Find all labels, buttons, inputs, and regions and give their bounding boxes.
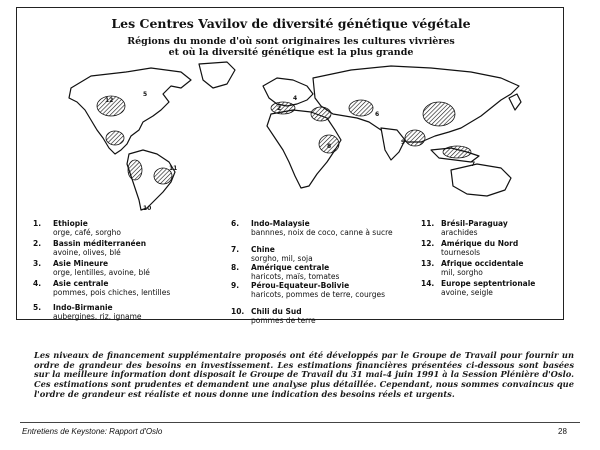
legend-crops: tournesols [441, 248, 481, 257]
legend-crops: avoine, seigle [441, 288, 493, 297]
legend-region: Bassin méditerranéen [53, 239, 147, 248]
legend-region: Indo-Malaysie [251, 219, 310, 228]
legend-number: 2. [33, 239, 42, 248]
legend-region: Indo-Birmanie [53, 303, 113, 312]
map-label: 11 [169, 165, 178, 172]
legend-region: Europe septentrionale [441, 279, 536, 288]
legend-region: Pérou-Equateur-Bolivie [251, 281, 350, 290]
world-map [31, 58, 551, 216]
map-label: 4 [293, 95, 298, 102]
region-central-asia [349, 100, 373, 116]
figure-subtitle [17, 36, 565, 58]
figure-frame [16, 7, 564, 325]
map-label: 5 [143, 91, 148, 98]
region-china [423, 102, 455, 126]
body-paragraph: Les niveaux de financement supplémentaire proposés ont été développés par le Groupe de Travail pour fournir un ordre de grandeur des besoins en investissement. Les estimations financières présentées ci-dessous sont basées sur la meilleure information dont disposait le Groupe de Travail du 31 mai-4 juin 1991 à la Session Plénière d'Oslo. Ces estimations sont prudentes et demandent une analyse plus détaillée. Cependant, nous sommes convaincus que l'ordre de grandeur est réaliste et nous donne une indication des besoins réels et urgents. [34, 350, 574, 399]
legend-region: Afrique occidentale [441, 259, 524, 268]
region-peru [128, 160, 142, 180]
greenland-outline [199, 62, 235, 88]
legend-region: Chili du Sud [251, 307, 302, 316]
map-label: 10 [143, 205, 152, 212]
legend-crops: avoine, olives, blé [53, 248, 121, 257]
footer-divider [20, 422, 580, 423]
region-asia-minor [311, 107, 331, 121]
legend-crops: haricots, maïs, tomates [251, 272, 340, 281]
legend-crops: mil, sorgho [441, 268, 483, 277]
region-mediterranean [271, 102, 295, 114]
legend-number: 9. [231, 281, 240, 290]
footer-report-title: Entretiens de Keystone: Rapport d'Oslo [22, 427, 163, 436]
legend-crops: bannnes, noix de coco, canne à sucre [251, 228, 393, 237]
legend-region: Asie centrale [53, 279, 109, 288]
legend-number: 5. [33, 303, 42, 312]
map-label: 6 [375, 111, 380, 118]
legend-region: Brésil-Paraguay [441, 219, 508, 228]
map-label: 9 [401, 139, 406, 146]
legend-crops: orge, lentilles, avoine, blé [53, 268, 150, 277]
map-label: 7 [471, 161, 476, 168]
legend-number: 10. [231, 307, 245, 316]
legend-number: 3. [33, 259, 42, 268]
legend-crops: arachides [441, 228, 478, 237]
legend-region: Ethiopie [53, 219, 88, 228]
australia-outline [451, 164, 511, 196]
legend-region: Amérique du Nord [441, 239, 519, 248]
legend-crops: pommes, pois chiches, lentilles [53, 288, 171, 297]
legend-number: 4. [33, 279, 42, 288]
region-indo-malaysia [443, 146, 471, 158]
subtitle-line-1: Régions du monde d'où sont originaires les cultures vivrières [127, 36, 455, 47]
legend-number: 1. [33, 219, 42, 228]
subtitle-line-2: et où la diversité génétique est la plus grande [168, 47, 414, 58]
legend-crops: pommes de terre [251, 316, 316, 325]
legend-region: Chine [251, 245, 275, 254]
legend-region: Asie Mineure [53, 259, 109, 268]
legend-crops: sorgho, mil, soja [251, 254, 313, 263]
map-label: 8 [327, 143, 332, 150]
legend-number: 11. [421, 219, 435, 228]
europe-outline [263, 78, 313, 106]
legend-number: 6. [231, 219, 240, 228]
legend-region: Amérique centrale [251, 263, 330, 272]
map-label: 12 [105, 97, 114, 104]
legend-number: 7. [231, 245, 240, 254]
japan-outline [509, 94, 521, 110]
legend-number: 14. [421, 279, 435, 288]
region-central-america [106, 131, 124, 145]
legend-number: 8. [231, 263, 240, 272]
legend-number: 12. [421, 239, 435, 248]
legend-crops: aubergines, riz, igname [53, 312, 142, 321]
map-label: 2 [277, 105, 282, 112]
north-america-outline [69, 68, 191, 154]
page-number: 28 [558, 427, 567, 436]
legend-crops: orge, café, sorgho [53, 228, 121, 237]
legend-crops: haricots, pommes de terre, courges [251, 290, 385, 299]
figure-title: Les Centres Vavilov de diversité génétique végétale [111, 16, 471, 31]
region-indo-burma [405, 130, 425, 146]
legend-number: 13. [421, 259, 435, 268]
